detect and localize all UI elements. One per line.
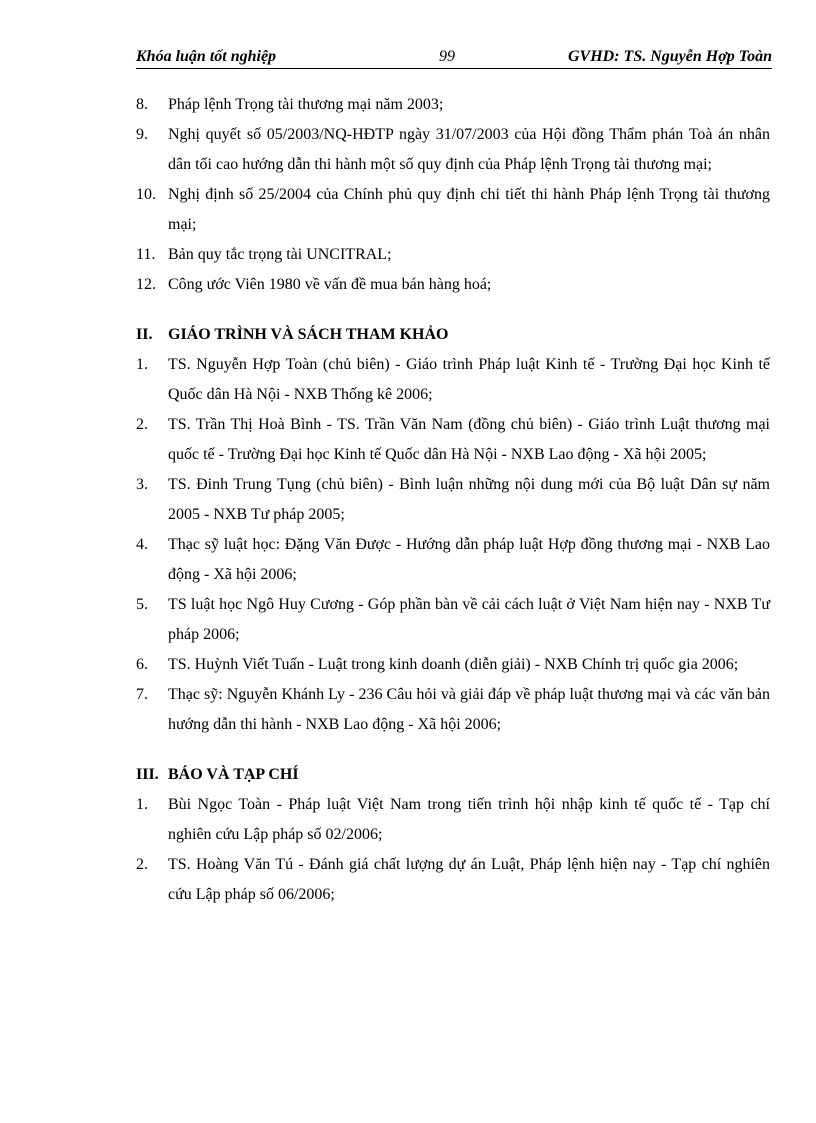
list-item — [136, 680, 770, 740]
item-text: TS. Nguyễn Hợp Toàn (chủ biên) - Giáo trình Pháp luật Kinh tế - Trường Đại học Kinh tế Quốc dân Hà Nội - NXB Thống kê 2006; — [168, 356, 770, 403]
item-text: TS. Huỳnh Viết Tuấn - Luật trong kinh doanh (diễn giải) - NXB Chính trị quốc gia 2006; — [168, 656, 739, 673]
item-number: 2. — [136, 856, 148, 873]
item-text: TS. Trần Thị Hoà Bình - TS. Trần Văn Nam (đồng chủ biên) - Giáo trình Luật thương mại quốc tế - Trường Đại học Kinh tế Quốc dân Hà Nội - NXB Lao động - Xã hội 2005; — [168, 416, 770, 463]
list-item — [136, 850, 770, 910]
section-number: III. — [136, 766, 159, 783]
item-number: 5. — [136, 596, 148, 613]
section-number: II. — [136, 326, 153, 343]
item-number: 1. — [136, 356, 148, 373]
list-item — [136, 470, 770, 530]
item-number: 3. — [136, 476, 148, 493]
section-title: GIÁO TRÌNH VÀ SÁCH THAM KHẢO — [168, 326, 449, 343]
item-text: TS. Hoàng Văn Tú - Đánh giá chất lượng dự án Luật, Pháp lệnh hiện nay - Tạp chí nghiên cứu Lập pháp số 06/2006; — [168, 856, 770, 903]
header-supervisor: GVHD: TS. Nguyễn Hợp Toàn — [567, 48, 772, 65]
list-item — [136, 790, 770, 850]
item-number: 6. — [136, 656, 148, 673]
journals-list — [136, 790, 770, 910]
item-text: Bản quy tắc trọng tài UNCITRAL; — [168, 246, 392, 263]
item-number: 2. — [136, 416, 148, 433]
list-item — [136, 350, 770, 410]
item-text: Pháp lệnh Trọng tài thương mại năm 2003; — [168, 96, 444, 113]
textbooks-list — [136, 350, 770, 740]
page-number: 99 — [439, 48, 455, 65]
legal-documents-list — [136, 90, 770, 300]
list-item — [136, 240, 770, 270]
item-text: Nghị quyết số 05/2003/NQ-HĐTP ngày 31/07/2003 của Hội đồng Thẩm phán Toà án nhân dân tối cao hướng dẫn thi hành một số quy định của Pháp lệnh Trọng tài thương mại; — [168, 126, 770, 173]
item-text: Thạc sỹ: Nguyễn Khánh Ly - 236 Câu hỏi và giải đáp về pháp luật thương mại và các văn bản hướng dẫn thi hành - NXB Lao động - Xã hội 2006; — [168, 686, 770, 733]
item-number: 1. — [136, 796, 148, 813]
header-title: Khóa luận tốt nghiệp — [136, 48, 277, 65]
section-heading — [136, 760, 770, 790]
section-title: BÁO VÀ TẠP CHÍ — [168, 766, 299, 783]
item-number: 10. — [136, 186, 156, 203]
list-item — [136, 270, 770, 300]
list-item — [136, 530, 770, 590]
item-text: Nghị định số 25/2004 của Chính phủ quy định chi tiết thi hành Pháp lệnh Trọng tài thương mại; — [168, 186, 770, 233]
item-text: Bùi Ngọc Toàn - Pháp luật Việt Nam trong tiến trình hội nhập kinh tế quốc tế - Tạp chí nghiên cứu Lập pháp số 02/2006; — [168, 796, 770, 843]
list-item — [136, 180, 770, 240]
list-item — [136, 590, 770, 650]
item-number: 8. — [136, 96, 148, 113]
section-heading — [136, 320, 770, 350]
item-text: TS. Đinh Trung Tụng (chủ biên) - Bình luận những nội dung mới của Bộ luật Dân sự năm 2005 - NXB Tư pháp 2005; — [168, 476, 770, 523]
list-item — [136, 650, 770, 680]
item-number: 12. — [136, 276, 156, 293]
item-text: Thạc sỹ luật học: Đặng Văn Được - Hướng dẫn pháp luật Hợp đồng thương mại - NXB Lao động - Xã hội 2006; — [168, 536, 770, 583]
item-number: 11. — [136, 246, 156, 263]
item-number: 9. — [136, 126, 148, 143]
item-text: Công ước Viên 1980 về vấn đề mua bán hàng hoá; — [168, 276, 492, 293]
page-header — [136, 48, 772, 69]
list-item — [136, 120, 770, 180]
item-number: 7. — [136, 686, 148, 703]
item-number: 4. — [136, 536, 148, 553]
list-item — [136, 90, 770, 120]
document-body — [136, 90, 770, 910]
item-text: TS luật học Ngô Huy Cương - Góp phần bàn về cải cách luật ở Việt Nam hiện nay - NXB Tư pháp 2006; — [168, 596, 770, 643]
list-item — [136, 410, 770, 470]
